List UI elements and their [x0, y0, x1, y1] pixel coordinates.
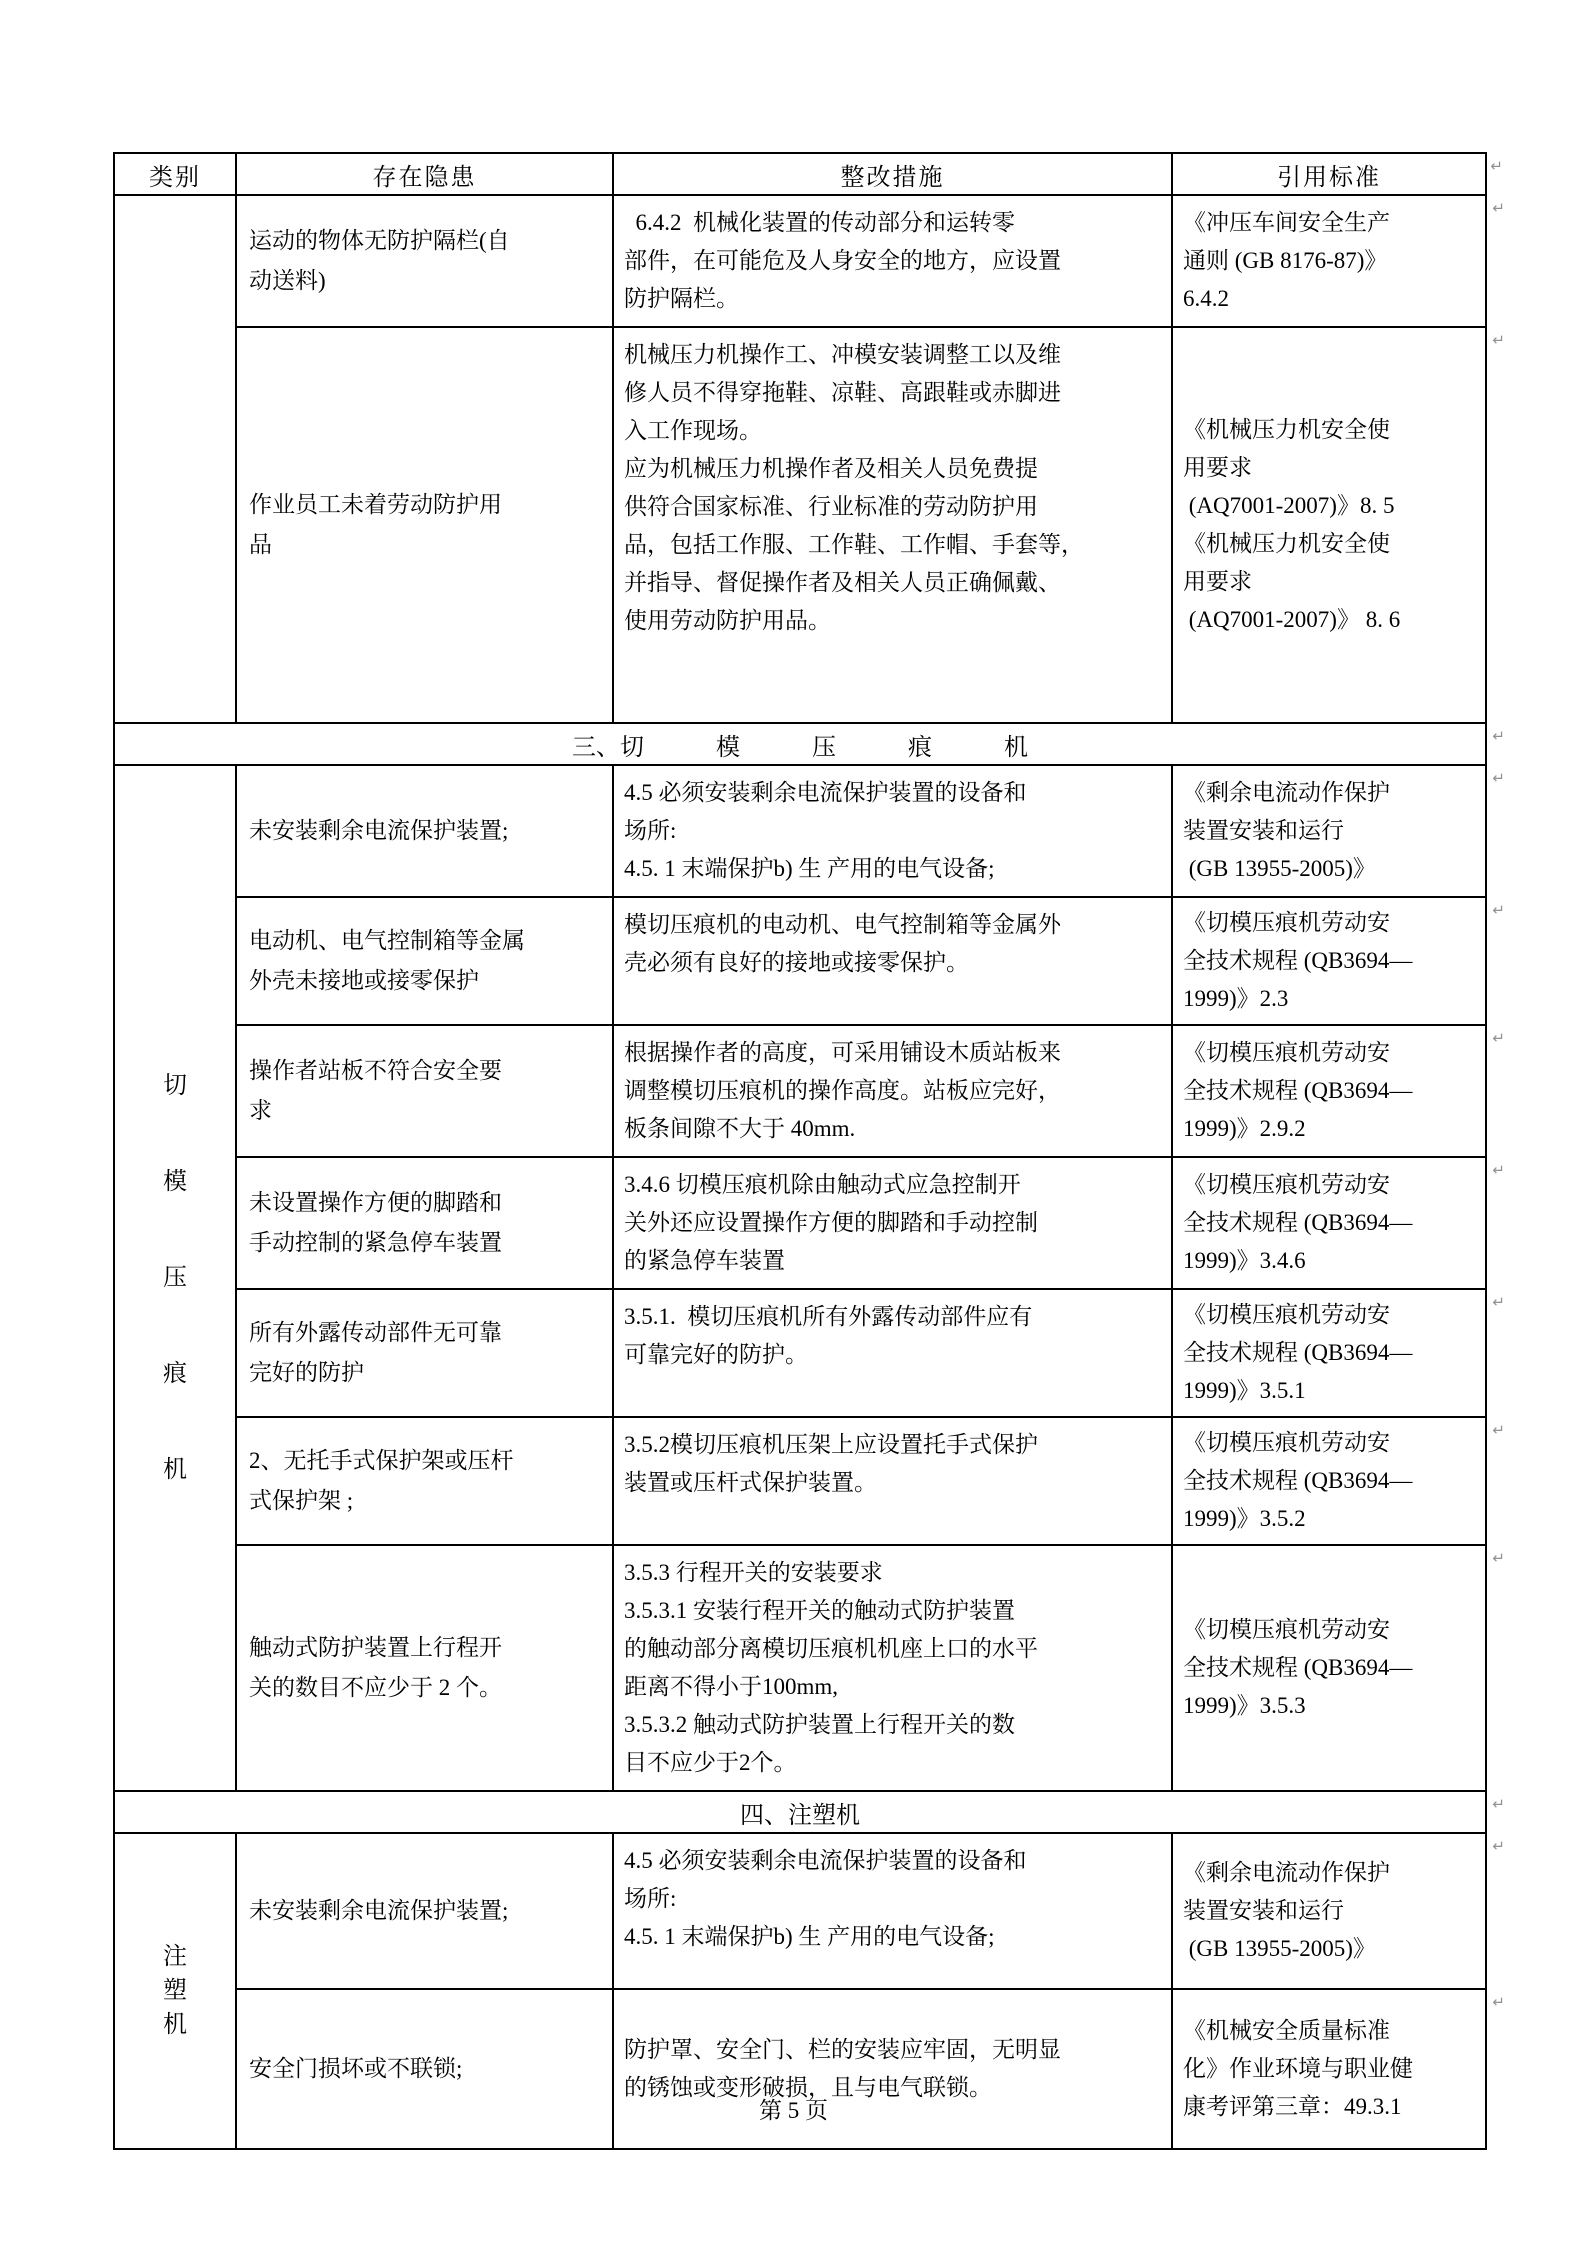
paragraph-mark-icon: ↵ [1492, 1993, 1505, 2011]
text-line: 康考评第三章：49.3.1 [1183, 2094, 1402, 2119]
text-line: 《切模压痕机劳动安 [1183, 1040, 1390, 1065]
text-line: 并指导、督促操作者及相关人员正确佩戴、 [624, 570, 1061, 595]
standard-cell [1172, 1157, 1505, 1289]
text-line: 化》作业环境与职业健 [1183, 2056, 1413, 2081]
text-line: (GB 13955-2005)》 [1183, 856, 1376, 881]
text-line: 《机械压力机安全使 [1183, 417, 1390, 442]
text-line: 《切模压痕机劳动安 [1183, 1617, 1390, 1642]
text-line: 的锈蚀或变形破损，且与电气联锁。 [624, 2075, 992, 2100]
text-line: 全技术规程 (QB3694— [1183, 1210, 1413, 1235]
text-line: 全技术规程 (QB3694— [1183, 948, 1413, 973]
text-line: 的紧急停车装置 [624, 1248, 785, 1273]
paragraph-mark-icon: ↵ [1492, 1293, 1505, 1311]
page-number-label: 第 5 页 [759, 2098, 828, 2123]
table-header-row [114, 153, 1486, 195]
text-line: 板条间隙不大于 40mm. [624, 1116, 856, 1141]
text-line: 应为机械压力机操作者及相关人员免费提 [624, 456, 1038, 481]
text-line: (AQ7001-2007)》 8. 6 [1183, 607, 1401, 632]
paragraph-mark-icon: ↵ [1490, 157, 1505, 175]
text-line: 4.5 必须安装剩余电流保护装置的设备和 [624, 1848, 1027, 1873]
hazard-cell [236, 1545, 613, 1791]
text-line: 《冲压车间安全生产 [1183, 210, 1390, 235]
text-line: 完好的防护 [249, 1360, 364, 1385]
text-line: 3.5.3.2 触动式防护装置上行程开关的数 [624, 1712, 1015, 1737]
text-line: 全技术规程 (QB3694— [1183, 1655, 1413, 1680]
text-line: 装置安装和运行 [1183, 1898, 1344, 1923]
text-line: 品，包括工作服、工作鞋、工作帽、手套等， [624, 532, 1084, 557]
text-line: 装置安装和运行 [1183, 818, 1344, 843]
text-line: 求 [249, 1098, 272, 1123]
standard-cell [1172, 327, 1505, 723]
table-row [114, 1157, 1486, 1289]
text-line: 场所: [624, 818, 677, 843]
text-line: 品 [249, 532, 272, 557]
measure-cell [613, 327, 1172, 723]
standard-cell [1172, 1417, 1505, 1545]
hazard-cell [236, 195, 613, 327]
table-row [114, 195, 1486, 327]
text-line: 式保护架 ; [249, 1488, 354, 1513]
standard-cell [1172, 765, 1505, 897]
text-line: 未设置操作方便的脚踏和 [249, 1190, 502, 1215]
standard-cell [1172, 1289, 1505, 1417]
text-line: 3.4.6 切模压痕机除由触动式应急控制开 [624, 1172, 1021, 1197]
header-label: 类别 [149, 164, 201, 191]
hazard-cell [236, 327, 613, 723]
text-line: 机械压力机操作工、冲模安装调整工以及维 [624, 342, 1061, 367]
category-char: 压 [163, 1265, 187, 1291]
hazard-cell [236, 1157, 613, 1289]
text-line: 电动机、电气控制箱等金属 [249, 928, 525, 953]
hazard-cell [236, 897, 613, 1025]
table-row [114, 1833, 1486, 1989]
standard-cell [1172, 1025, 1505, 1157]
table-row [114, 1289, 1486, 1417]
text-line: 防护隔栏。 [624, 286, 739, 311]
text-line: 作业员工未着劳动防护用 [249, 492, 502, 517]
page-footer [0, 2092, 1587, 2125]
table-row [114, 1025, 1486, 1157]
section-title: 三、切 模 压 痕 机 [572, 734, 1028, 761]
text-line: 模切压痕机的电动机、电气控制箱等金属外 [624, 912, 1061, 937]
table-row [114, 897, 1486, 1025]
text-line: 《切模压痕机劳动安 [1183, 910, 1390, 935]
text-line: 《剩余电流动作保护 [1183, 780, 1390, 805]
measure-cell [613, 1417, 1172, 1545]
text-line: 《切模压痕机劳动安 [1183, 1430, 1390, 1455]
standard-cell [1172, 1989, 1505, 2149]
text-line: 1999)》3.5.2 [1183, 1506, 1306, 1531]
text-line: 手动控制的紧急停车装置 [249, 1230, 502, 1255]
text-line: 《机械安全质量标准 [1183, 2018, 1390, 2043]
section-title-cell [114, 723, 1505, 765]
text-line: 用要求 [1183, 455, 1252, 480]
hazard-cell [236, 1833, 613, 1989]
table-header [114, 153, 1505, 195]
text-line: 1999)》3.5.3 [1183, 1693, 1306, 1718]
measure-cell [613, 897, 1172, 1025]
text-line: 3.5.1. 模切压痕机所有外露传动部件应有 [624, 1304, 1033, 1329]
header-cell-0 [114, 153, 236, 195]
text-line: 调整模切压痕机的操作高度。站板应完好， [624, 1078, 1061, 1103]
text-line: 《切模压痕机劳动安 [1183, 1172, 1390, 1197]
section-title-cell [114, 1791, 1505, 1833]
text-line: 《机械压力机安全使 [1183, 531, 1390, 556]
text-line: 3.5.3.1 安装行程开关的触动式防护装置 [624, 1598, 1015, 1623]
text-line: 动送料) [249, 268, 326, 293]
text-line: 操作者站板不符合安全要 [249, 1058, 502, 1083]
text-line: 距离不得小于100mm, [624, 1674, 839, 1699]
text-line: 4.5. 1 末端保护b) 生 产用的电气设备; [624, 856, 995, 881]
text-line: 2、无托手式保护架或压杆 [249, 1448, 514, 1473]
hazard-cell [236, 1989, 613, 2149]
section-header-row [114, 723, 1486, 765]
paragraph-mark-icon: ↵ [1492, 199, 1505, 217]
hazard-cell [236, 1289, 613, 1417]
category-char: 痕 [163, 1361, 187, 1387]
category-vertical-label [115, 1074, 235, 1482]
standard-cell [1172, 1545, 1505, 1791]
text-line: 入工作现场。 [624, 418, 762, 443]
text-line: 修人员不得穿拖鞋、凉鞋、高跟鞋或赤脚进 [624, 380, 1061, 405]
paragraph-mark-icon: ↵ [1492, 331, 1505, 349]
text-line: 3.5.3 行程开关的安装要求 [624, 1560, 883, 1585]
paragraph-mark-icon: ↵ [1492, 1421, 1505, 1439]
text-line: 1999)》3.5.1 [1183, 1378, 1306, 1403]
table-body [114, 195, 1505, 2149]
measure-cell [613, 1157, 1172, 1289]
section-header-row [114, 1791, 1486, 1833]
text-line: 目不应少于2个。 [624, 1750, 797, 1775]
text-line: 关外还应设置操作方便的脚踏和手动控制 [624, 1210, 1038, 1235]
table-row [114, 1989, 1486, 2149]
category-vertical-label [115, 1945, 235, 2037]
header-label: 整改措施 [840, 164, 945, 191]
text-line: 壳必须有良好的接地或接零保护。 [624, 950, 969, 975]
header-cell-1 [236, 153, 613, 195]
measure-cell [613, 1833, 1172, 1989]
text-line: 全技术规程 (QB3694— [1183, 1078, 1413, 1103]
audit-table [113, 152, 1505, 2150]
text-line: 安全门损坏或不联锁; [249, 2056, 463, 2081]
header-label: 存在隐患 [372, 164, 477, 191]
table-row [114, 327, 1486, 723]
text-line: 通则 (GB 8176-87)》 [1183, 248, 1388, 273]
text-line: 用要求 [1183, 569, 1252, 594]
text-line: (GB 13955-2005)》 [1183, 1936, 1376, 1961]
text-line: 6.4.2 机械化装置的传动部分和运转零 [624, 210, 1015, 235]
text-line: 未安装剩余电流保护装置; [249, 818, 509, 843]
text-line: 1999)》2.9.2 [1183, 1116, 1306, 1141]
text-line: 触动式防护装置上行程开 [249, 1635, 502, 1660]
paragraph-mark-icon: ↵ [1492, 1795, 1505, 1813]
paragraph-mark-icon: ↵ [1492, 1029, 1505, 1047]
standard-cell [1172, 897, 1505, 1025]
table-row [114, 1545, 1486, 1791]
text-line: 使用劳动防护用品。 [624, 608, 831, 633]
category-char: 切 [163, 1073, 187, 1099]
measure-cell [613, 765, 1172, 897]
text-line: 关的数目不应少于 2 个。 [249, 1675, 502, 1700]
text-line: 《切模压痕机劳动安 [1183, 1302, 1390, 1327]
text-line: 运动的物体无防护隔栏(自 [249, 228, 510, 253]
paragraph-mark-icon: ↵ [1492, 769, 1505, 787]
hazard-cell [236, 765, 613, 897]
text-line: 未安装剩余电流保护装置; [249, 1898, 509, 1923]
text-line: 《剩余电流动作保护 [1183, 1860, 1390, 1885]
measure-cell [613, 1545, 1172, 1791]
text-line: 的触动部分离模切压痕机机座上口的水平 [624, 1636, 1038, 1661]
hazard-cell [236, 1417, 613, 1545]
category-cell [114, 195, 236, 723]
category-cell [114, 765, 236, 1791]
text-line: (AQ7001-2007)》8. 5 [1183, 493, 1395, 518]
table-row [114, 765, 1486, 897]
category-char: 机 [163, 1457, 187, 1483]
paragraph-mark-icon: ↵ [1492, 901, 1505, 919]
measure-cell [613, 1989, 1172, 2149]
category-char: 机 [163, 2012, 187, 2038]
text-line: 全技术规程 (QB3694— [1183, 1468, 1413, 1493]
text-line: 3.5.2模切压痕机压架上应设置托手式保护 [624, 1432, 1038, 1457]
paragraph-mark-icon: ↵ [1492, 1161, 1505, 1179]
text-line: 1999)》3.4.6 [1183, 1248, 1306, 1273]
measure-cell [613, 195, 1172, 327]
category-char: 模 [163, 1169, 187, 1195]
text-line: 4.5. 1 末端保护b) 生 产用的电气设备; [624, 1924, 995, 1949]
text-line: 根据操作者的高度，可采用铺设木质站板来 [624, 1040, 1061, 1065]
hazard-cell [236, 1025, 613, 1157]
standard-cell [1172, 195, 1505, 327]
text-line: 供符合国家标准、行业标准的劳动防护用 [624, 494, 1038, 519]
text-line: 所有外露传动部件无可靠 [249, 1320, 502, 1345]
text-line: 装置或压杆式保护装置。 [624, 1470, 877, 1495]
paragraph-mark-icon: ↵ [1492, 1837, 1505, 1855]
table-row [114, 1417, 1486, 1545]
header-cell-2 [613, 153, 1172, 195]
text-line: 1999)》2.3 [1183, 986, 1289, 1011]
paragraph-mark-icon: ↵ [1492, 727, 1505, 745]
text-line: 6.4.2 [1183, 286, 1229, 311]
text-line: 可靠完好的防护。 [624, 1342, 808, 1367]
text-line: 部件，在可能危及人身安全的地方，应设置 [624, 248, 1061, 273]
header-cell-3 [1172, 153, 1505, 195]
header-label: 引用标准 [1277, 164, 1381, 191]
category-char: 塑 [163, 1978, 187, 2004]
paragraph-mark-icon: ↵ [1492, 1549, 1505, 1567]
text-line: 外壳未接地或接零保护 [249, 968, 479, 993]
text-line: 全技术规程 (QB3694— [1183, 1340, 1413, 1365]
standard-cell [1172, 1833, 1505, 1989]
text-line: 4.5 必须安装剩余电流保护装置的设备和 [624, 780, 1027, 805]
section-title: 四、注塑机 [740, 1802, 860, 1829]
category-char: 注 [163, 1944, 187, 1970]
measure-cell [613, 1289, 1172, 1417]
text-line: 防护罩、安全门、栏的安装应牢固，无明显 [624, 2037, 1061, 2062]
text-line: 场所: [624, 1886, 677, 1911]
measure-cell [613, 1025, 1172, 1157]
